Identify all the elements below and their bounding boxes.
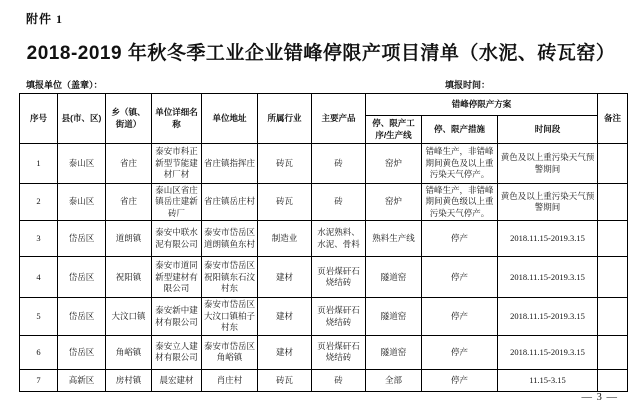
cell-county: 高新区: [58, 369, 106, 391]
cell-township: 祝阳镇: [106, 257, 152, 298]
cell-process: 隧道窑: [366, 298, 422, 335]
cell-industry: 建材: [258, 257, 312, 298]
cell-township: 省庄: [106, 144, 152, 184]
cell-seq: 5: [20, 298, 58, 335]
cell-address: 泰安市岱岳区道朗镇鱼东村: [202, 221, 258, 257]
cell-seq: 6: [20, 335, 58, 369]
cell-products: 水泥熟料、水泥、骨料: [312, 221, 366, 257]
cell-township: 道朗镇: [106, 221, 152, 257]
header-industry: 所属行业: [258, 94, 312, 144]
cell-county: 岱岳区: [58, 221, 106, 257]
header-measures: 停、限产措施: [422, 116, 498, 144]
cell-address: 肖庄村: [202, 369, 258, 391]
cell-unit-name: 泰安中联水泥有限公司: [152, 221, 202, 257]
table-row: [20, 144, 628, 184]
cell-period: 2018.11.15-2019.3.15: [498, 221, 598, 257]
cell-seq: 7: [20, 369, 58, 391]
header-seq: 序号: [20, 94, 58, 144]
table-row: [20, 298, 628, 335]
attachment-label: 附件 1: [26, 12, 64, 26]
cell-products: 页岩煤矸石烧结砖: [312, 298, 366, 335]
cell-county: 岱岳区: [58, 298, 106, 335]
cell-industry: 制造业: [258, 221, 312, 257]
page-number: — 3 —: [581, 392, 618, 403]
cell-unit-name: 泰山区省庄镇岳庄建新砖厂: [152, 184, 202, 221]
cell-county: 岱岳区: [58, 335, 106, 369]
cell-remarks: [598, 335, 628, 369]
header-period: 时间段: [498, 116, 598, 144]
cell-remarks: [598, 369, 628, 391]
cell-address: 泰安市岱岳区祝阳镇东石汶村东: [202, 257, 258, 298]
cell-remarks: [598, 221, 628, 257]
table-row: [20, 257, 628, 298]
cell-remarks: [598, 184, 628, 221]
header-county: 县(市、区): [58, 94, 106, 144]
cell-industry: 建材: [258, 335, 312, 369]
header-products: 主要产品: [312, 94, 366, 144]
header-row-top: [20, 94, 628, 116]
cell-unit-name: 泰安市道同新型建材有限公司: [152, 257, 202, 298]
cell-period: 2018.11.15-2019.3.15: [498, 257, 598, 298]
cell-process: 窑炉: [366, 144, 422, 184]
table-row: [20, 184, 628, 221]
cell-products: 页岩煤矸石烧结砖: [312, 257, 366, 298]
cell-period: 11.15-3.15: [498, 369, 598, 391]
header-unit-name: 单位详细名称: [152, 94, 202, 144]
cell-process: 隧道窑: [366, 257, 422, 298]
cell-unit-name: 泰安市科正新型节能建材厂材: [152, 144, 202, 184]
staggered-production-table: [19, 93, 628, 392]
header-remarks: 备注: [598, 94, 628, 144]
fill-time-label: 填报时间：: [445, 80, 491, 90]
cell-products: 砖: [312, 184, 366, 221]
cell-products: 页岩煤矸石烧结砖: [312, 335, 366, 369]
cell-address: 省庄镇岳庄村: [202, 184, 258, 221]
cell-period: 2018.11.15-2019.3.15: [498, 298, 598, 335]
cell-process: 窑炉: [366, 184, 422, 221]
fill-unit-label: 填报单位（盖章）：: [26, 80, 103, 90]
cell-remarks: [598, 257, 628, 298]
cell-period: 黄色及以上重污染天气预警期间: [498, 184, 598, 221]
cell-measures: 错峰生产，非错峰期间黄色级以上重污染天气停产。: [422, 184, 498, 221]
table-row: [20, 221, 628, 257]
header-plan-group: 错峰停限产方案: [366, 94, 598, 116]
cell-county: 岱岳区: [58, 257, 106, 298]
cell-products: 砖: [312, 369, 366, 391]
cell-seq: 3: [20, 221, 58, 257]
cell-industry: 砖瓦: [258, 369, 312, 391]
cell-township: 房村镇: [106, 369, 152, 391]
cell-remarks: [598, 144, 628, 184]
cell-period: 2018.11.15-2019.3.15: [498, 335, 598, 369]
cell-process: 全部: [366, 369, 422, 391]
cell-unit-name: 晨宏建材: [152, 369, 202, 391]
cell-county: 泰山区: [58, 184, 106, 221]
cell-period: 黄色及以上重污染天气预警期间: [498, 144, 598, 184]
cell-seq: 4: [20, 257, 58, 298]
cell-address: 泰安市岱岳区角峪镇: [202, 335, 258, 369]
meta-row: [0, 78, 642, 92]
cell-unit-name: 泰安立人建材有限公司: [152, 335, 202, 369]
table-row: [20, 335, 628, 369]
cell-measures: 停产: [422, 335, 498, 369]
cell-industry: 建材: [258, 298, 312, 335]
page-title: 2018-2019 年秋冬季工业企业错峰停限产项目清单（水泥、砖瓦窑）: [26, 43, 616, 64]
cell-address: 省庄镇指挥庄: [202, 144, 258, 184]
cell-address: 泰安市岱岳区大汶口镇柏子村东: [202, 298, 258, 335]
cell-industry: 砖瓦: [258, 184, 312, 221]
cell-measures: 停产: [422, 298, 498, 335]
cell-measures: 停产: [422, 221, 498, 257]
cell-seq: 1: [20, 144, 58, 184]
cell-process: 隧道窑: [366, 335, 422, 369]
cell-county: 泰山区: [58, 144, 106, 184]
table-row: [20, 369, 628, 391]
cell-process: 熟料生产线: [366, 221, 422, 257]
cell-township: 省庄: [106, 184, 152, 221]
cell-measures: 停产: [422, 369, 498, 391]
cell-industry: 砖瓦: [258, 144, 312, 184]
cell-measures: 错峰生产，非错峰期间黄色及以上重污染天气停产。: [422, 144, 498, 184]
header-township: 乡（镇、街道）: [106, 94, 152, 144]
cell-measures: 停产: [422, 257, 498, 298]
cell-township: 大汶口镇: [106, 298, 152, 335]
cell-seq: 2: [20, 184, 58, 221]
cell-township: 角峪镇: [106, 335, 152, 369]
cell-products: 砖: [312, 144, 366, 184]
cell-remarks: [598, 298, 628, 335]
cell-unit-name: 泰安新中建材有限公司: [152, 298, 202, 335]
header-address: 单位地址: [202, 94, 258, 144]
header-process: 停、限产工序/生产线: [366, 116, 422, 144]
